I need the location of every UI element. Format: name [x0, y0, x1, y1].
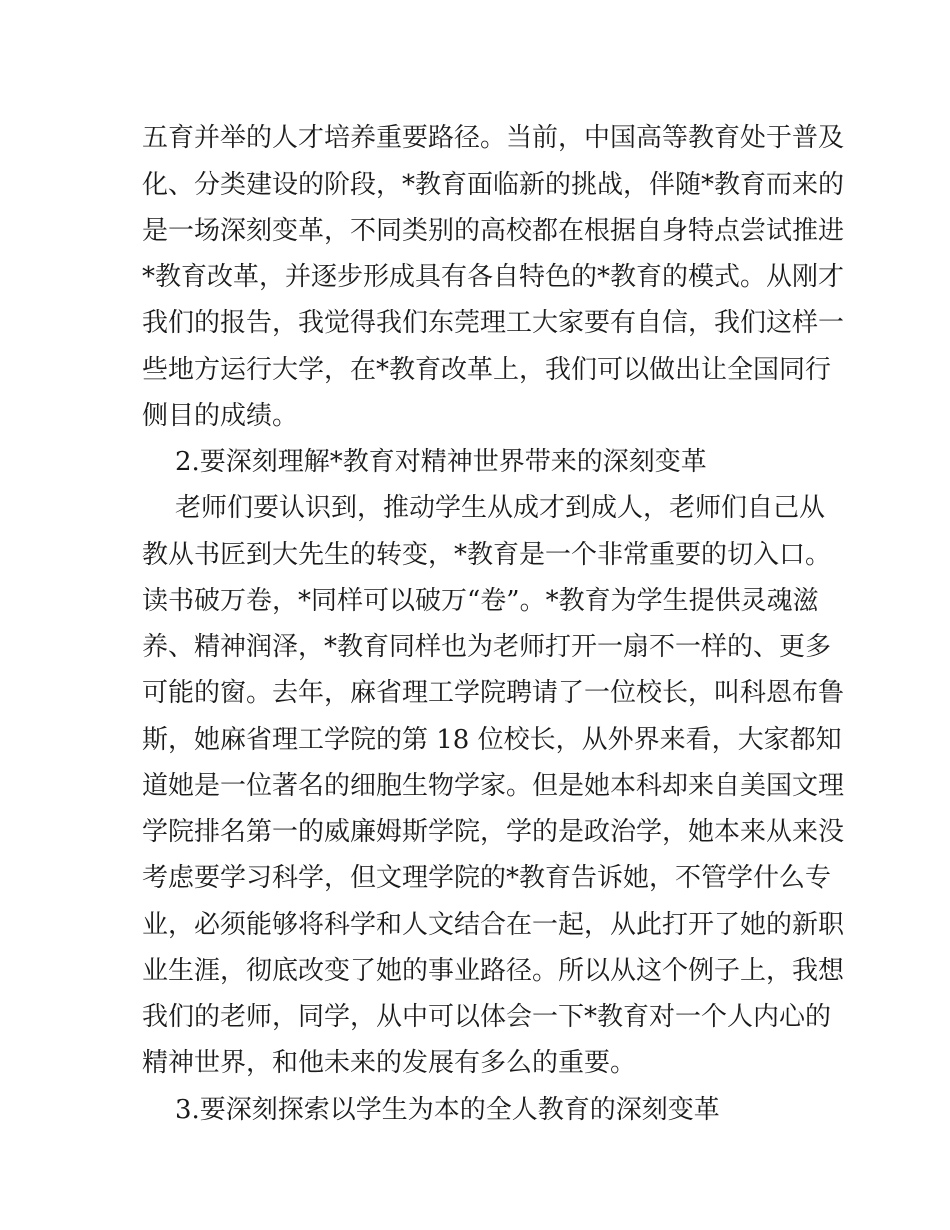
paragraph-line: 学院排名第一的威廉姆斯学院，学的是政治学，她本来从来没 — [142, 817, 845, 847]
paragraph-line: 五育并举的人才培养重要路径。当前，中国高等教育处于普及 — [142, 123, 845, 153]
paragraph-line: 教从书匠到大先生的转变，*教育是一个非常重要的切入口。 — [142, 540, 832, 570]
paragraph-line: 斯，她麻省理工学院的第 18 位校长，从外界来看，大家都知 — [142, 725, 842, 755]
paragraph-line: 可能的窗。去年，麻省理工学院聘请了一位校长，叫科恩布鲁 — [142, 678, 845, 708]
section-heading: 3.要深刻探索以学生为本的全人教育的深刻变革 — [175, 1095, 720, 1125]
paragraph-line: *教育改革，并逐步形成具有各自特色的*教育的模式。从刚才 — [142, 262, 845, 292]
paragraph-line: 我们的报告，我觉得我们东莞理工大家要有自信，我们这样一 — [142, 308, 845, 338]
section-heading: 2.要深刻理解*教育对精神世界带来的深刻变革 — [175, 447, 707, 477]
paragraph-line: 养、精神润泽，*教育同样也为老师打开一扇不一样的、更多 — [142, 632, 832, 662]
paragraph-line: 考虑要学习科学，但文理学院的*教育告诉她，不管学什么专 — [142, 863, 832, 893]
paragraph-line: 化、分类建设的阶段，*教育面临新的挑战，伴随*教育而来的 — [142, 170, 845, 200]
paragraph-line: 读书破万卷，*同样可以破万“卷”。*教育为学生提供灵魂滋 — [142, 586, 819, 616]
paragraph-line: 侧目的成绩。 — [142, 401, 299, 431]
paragraph-line: 业，必须能够将科学和人文结合在一起，从此打开了她的新职 — [142, 910, 845, 940]
paragraph-line: 精神世界，和他未来的发展有多么的重要。 — [142, 1048, 637, 1078]
paragraph-line: 我们的老师，同学，从中可以体会一下*教育对一个人内心的 — [142, 1002, 832, 1032]
paragraph-line: 些地方运行大学，在*教育改革上，我们可以做出让全国同行 — [142, 355, 832, 385]
paragraph-line: 业生涯，彻底改变了她的事业路径。所以从这个例子上，我想 — [142, 956, 845, 986]
paragraph-line: 道她是一位著名的细胞生物学家。但是她本科却来自美国文理 — [142, 771, 845, 801]
paragraph-line: 是一场深刻变革，不同类别的高校都在根据自身特点尝试推进 — [142, 216, 845, 246]
paragraph-line: 老师们要认识到，推动学生从成才到成人，老师们自己从 — [175, 493, 826, 523]
